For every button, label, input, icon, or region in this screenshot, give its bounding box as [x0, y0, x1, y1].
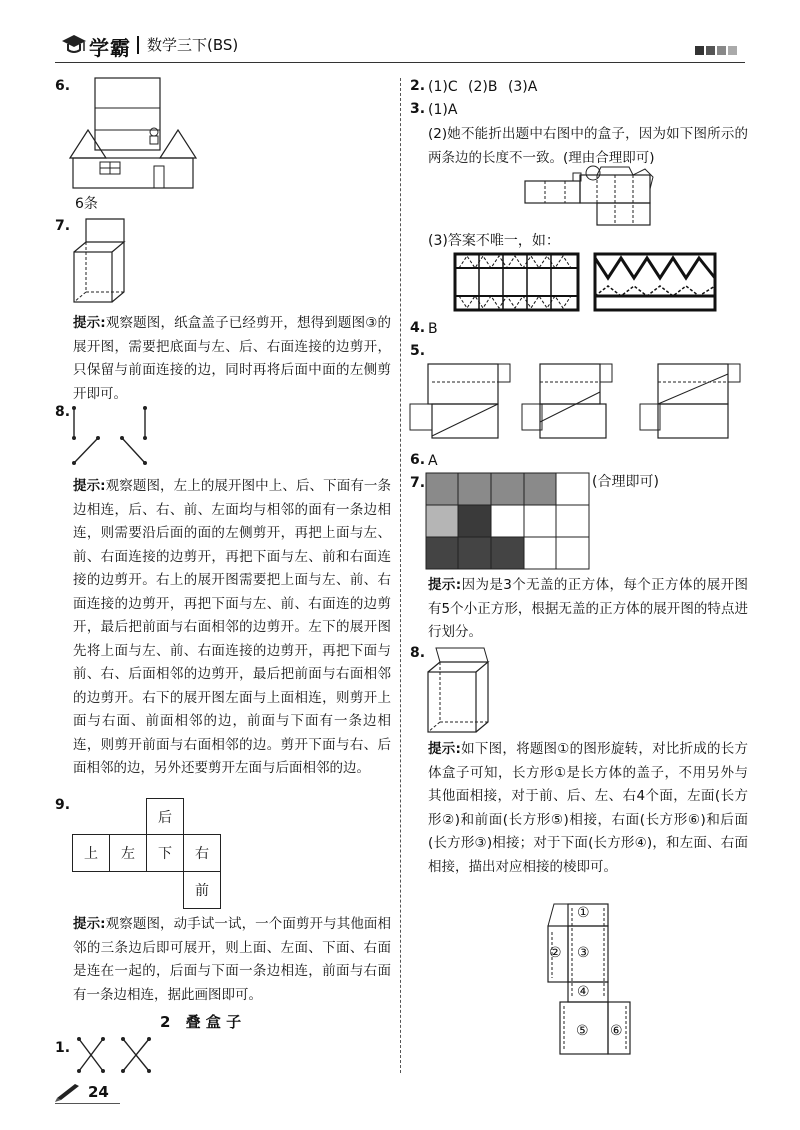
r-q6-answer: A [428, 453, 438, 469]
q9-hint-label: 提示: [73, 916, 106, 932]
r-q8-unfold-figure [540, 898, 640, 1058]
r-q8-hint-label: 提示: [428, 741, 461, 757]
page-header [55, 28, 745, 64]
r-q4-number: 4. [410, 320, 426, 336]
r-q8-label-4: ④ [577, 984, 590, 1000]
r-q8-number: 8. [410, 645, 426, 661]
q8-number: 8. [55, 404, 71, 420]
r-q5-net-1 [410, 364, 510, 438]
r-q7-hint-text: 因为是3个无盖的正方体，每个正方体的展开图有5个小正方形，根据无盖的正方体的展开图的特点进行划分。 [428, 577, 748, 640]
r-q3-box-net-figure [525, 165, 665, 230]
q7-box-figure [72, 217, 132, 307]
q9-cell-left: 左 [109, 834, 147, 872]
page-number: 24 [88, 1083, 109, 1101]
r-q2-answer: (1)C (2)B (3)A [428, 79, 538, 95]
section-title: 叠 盒 子 [185, 1013, 242, 1031]
r-q5-number: 5. [410, 343, 426, 359]
q7-hint-label: 提示: [73, 315, 106, 331]
r-q5-net-2 [522, 364, 612, 438]
graduation-cap-icon [60, 32, 88, 58]
q7-number: 7. [55, 218, 71, 234]
q9-hint-text: 观察题图，动手试一试，一个面剪开与其他面相邻的三条边后即可展开，则上面、左面、下面、右面是连在一起的，后面与下面一条边相连，前面与右面有一条边相连，据此画图即可。 [73, 916, 392, 1003]
r-q3-part3: (3)答案不唯一，如： [428, 233, 560, 249]
header-subject: 数学三下(BS) [147, 36, 239, 54]
footer-rule [55, 1103, 120, 1104]
q8-hint-text: 观察题图，左上的展开图中上、后、下面有一条边相连，后、右、前、左面均与相邻的面有一条边相连，则需要沿后面的面的左侧剪开，再把上面与左、前、右面连接的边剪开，再把下面与左、前和右面连接的边剪开。右上的展开图需要把上面与左、前、右面连接的边剪开，再把下面与左、前、右面连的边剪开，最后把前面与右面相邻的边剪开。左下的展开图先将上面与左、前、右面连接的边剪开，再把下面与前、右、后面相邻的边剪开，最后把前面与右面相邻的边剪开。右下的展开图左面与上面相连，则剪开上面与右面、前面相邻的边，前面与下面有一条边相连，则剪开前面与右面相邻的边。剪开下面与右、后面相邻的边，另外还要剪开左面与后面相邻的边。 [73, 478, 392, 776]
q9-cell-back: 后 [146, 798, 184, 835]
q9-cell-right: 右 [183, 834, 221, 872]
r-q8-label-3: ③ [577, 945, 590, 961]
q7-hint-text: 观察题图，纸盒盖子已经剪开，想得到题图③的展开图，需要把底面与左、后、右面连接的边剪开，只保留与前面连接的边，同时再将后面中面的左侧剪开即可。 [73, 315, 391, 402]
q6-answer: 6条 [75, 196, 98, 212]
q8-hint-label: 提示: [73, 478, 106, 494]
r-q5-nets-figure [408, 362, 748, 444]
q7-hint [73, 312, 391, 406]
r-q4-answer: B [428, 321, 438, 337]
r-q7-number: 7. [410, 475, 426, 491]
r-q3-net-2 [595, 254, 715, 310]
r-q2-number: 2. [410, 78, 426, 94]
q1-cross-figure [76, 1036, 156, 1076]
column-divider [400, 78, 401, 1073]
pencil-icon [55, 1082, 83, 1102]
r-q8-hint [428, 738, 748, 879]
r-q7-hint-label: 提示: [428, 577, 462, 593]
q9-number: 9. [55, 797, 71, 813]
q1-number: 1. [55, 1040, 71, 1056]
r-q7-note: (合理即可) [592, 474, 659, 490]
q9-net-grid [72, 798, 222, 910]
r-q8-label-2: ② [549, 945, 562, 961]
q6-number: 6. [55, 78, 71, 94]
q6-house-figure [70, 78, 210, 190]
brand-logo: 学霸 [89, 36, 131, 60]
r-q8-box-figure [426, 644, 496, 736]
section-heading [160, 1011, 241, 1032]
r-q3-part2: (2)她不能折出题中右图中的盒子，因为如下图所示的两条边的长度不一致。(理由合理即可) [428, 126, 748, 166]
r-q5-net-3 [640, 364, 740, 438]
header-divider [137, 36, 139, 54]
q9-cell-top: 上 [72, 834, 110, 872]
r-q3-answer-nets [455, 252, 720, 314]
section-number: 2 [160, 1013, 171, 1031]
q9-hint [73, 913, 391, 1007]
q8-lines-figure [70, 405, 160, 470]
r-q8-label-5: ⑤ [576, 1023, 589, 1039]
r-q3-part1: (1)A [428, 102, 458, 118]
r-q7-shaded-grid [426, 473, 592, 571]
header-rule [55, 62, 745, 63]
q9-cell-bottom: 下 [146, 834, 184, 872]
r-q3-number: 3. [410, 101, 426, 117]
q8-hint [73, 475, 391, 781]
r-q3-net-1 [455, 254, 578, 310]
q9-cell-front: 前 [183, 871, 221, 909]
r-q8-label-6: ⑥ [610, 1023, 623, 1039]
header-squares [695, 40, 737, 59]
r-q6-number: 6. [410, 452, 426, 468]
r-q8-label-1: ① [577, 905, 590, 921]
r-q7-hint [428, 574, 748, 645]
r-q8-hint-text: 如下图，将题图①的图形旋转，对比折成的长方体盒子可知，长方形①是长方体的盖子，不用另外与其他面相接，对于前、后、左、右4个面，左面(长方形②)和前面(长方形⑤)相接，右面(长方形⑥)和后面(长方形③)相接；对于下面(长方形④)，和左面、右面相接，描出对应相接的棱即可。 [428, 741, 749, 875]
